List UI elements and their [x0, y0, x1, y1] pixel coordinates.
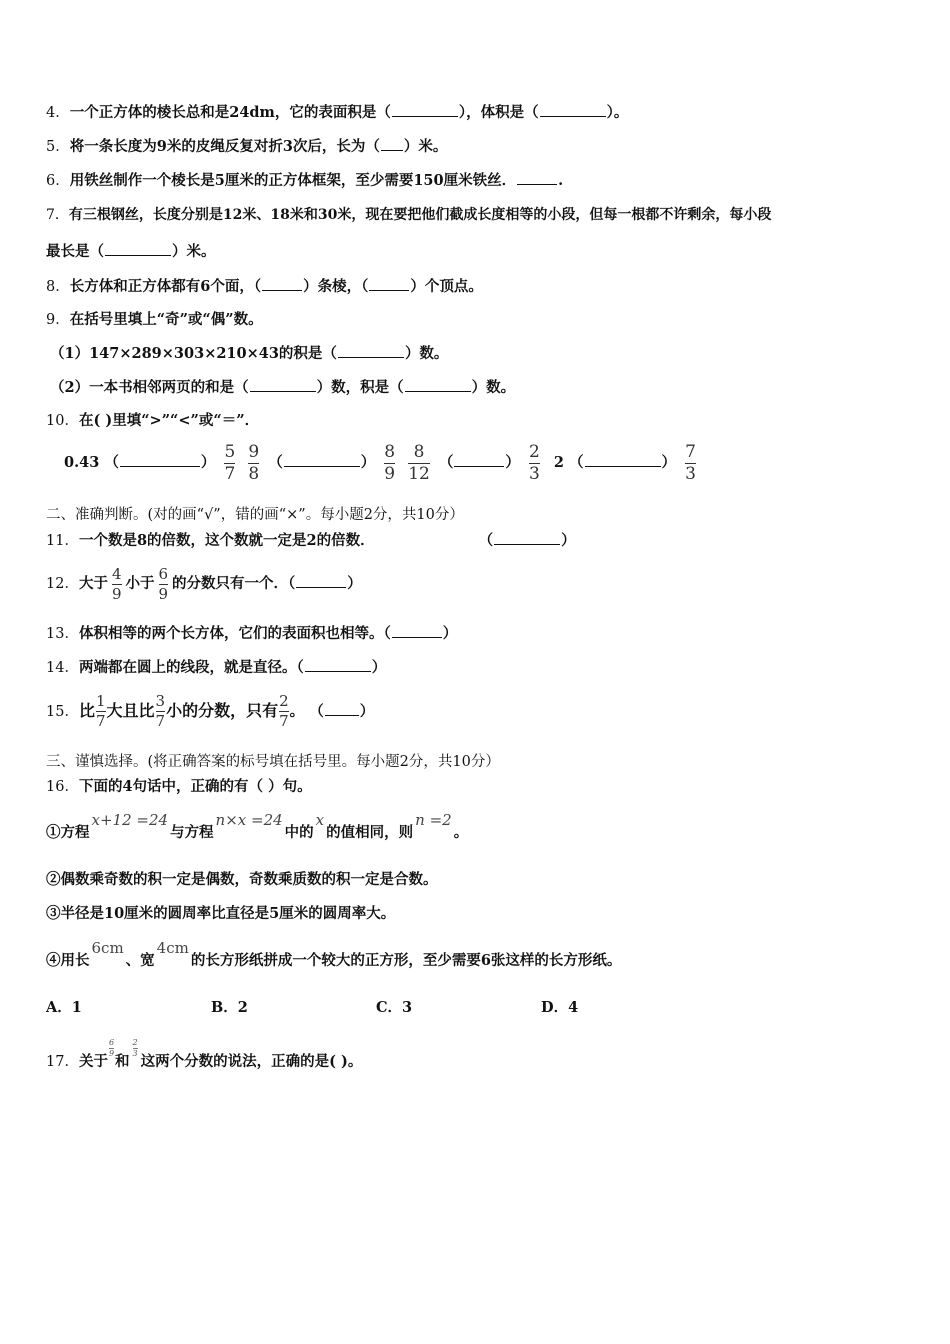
question-13: 13．体积相等的两个长方体，它们的表面积也相等。（ ）: [46, 625, 458, 642]
answer-blank[interactable]: [585, 452, 661, 467]
answer-blank[interactable]: [296, 573, 346, 588]
answer-blank[interactable]: [381, 136, 403, 151]
question-14: 14．两端都在圆上的线段，就是直径。（ ）: [46, 659, 387, 676]
fraction: $\frac{4}{9}$: [111, 564, 122, 603]
question-10: 10．在( )里填“>”“<”或“＝”．: [46, 412, 260, 429]
question-16-option-b[interactable]: B．2: [211, 999, 248, 1016]
answer-blank[interactable]: [369, 276, 409, 291]
question-number: 7．: [46, 207, 69, 223]
answer-blank[interactable]: [494, 530, 560, 545]
answer-blank[interactable]: [392, 102, 458, 117]
question-number: 14．: [46, 660, 79, 676]
answer-blank[interactable]: [540, 102, 606, 117]
question-16-statement-2: ②偶数乘奇数的积一定是偶数，奇数乘质数的积一定是合数。: [46, 871, 438, 888]
answer-blank[interactable]: [120, 452, 200, 467]
answer-blank[interactable]: [338, 343, 404, 358]
question-16-option-a[interactable]: A．1: [46, 999, 82, 1016]
question-11: 11．一个数是8的倍数，这个数就一定是2的倍数． （ ）: [46, 532, 576, 549]
answer-blank[interactable]: [405, 377, 471, 392]
fraction: $\frac{8}{9}$: [384, 441, 396, 484]
question-6: 6．用铁丝制作一个棱长是5厘米的正方体框架，至少需要150厘米铁丝． .: [46, 172, 564, 189]
question-7: 7．有三根钢丝，长度分别是12米、18米和30米，现在要把他们截成长度相等的小段，但每一根都不许剩余，每小段: [46, 207, 772, 223]
length-value: 6cm: [91, 939, 124, 957]
question-number: 12．: [46, 576, 79, 592]
answer-blank[interactable]: [454, 452, 504, 467]
answer-blank[interactable]: [250, 377, 316, 392]
fraction: $\frac{8}{12}$: [408, 441, 430, 484]
question-16-statement-3: ③半径是10厘米的圆周率比直径是5厘米的圆周率大。: [46, 905, 396, 922]
question-16: 16．下面的4句话中，正确的有（ ）句。: [46, 778, 312, 795]
fraction: $\frac{2}{3}$: [132, 1037, 138, 1058]
question-number: 13．: [46, 626, 79, 642]
fraction: $\frac{9}{8}$: [248, 441, 260, 484]
question-number: 15．: [46, 704, 79, 720]
answer-blank[interactable]: [325, 701, 359, 716]
section-3-heading: 三、谨慎选择。(将正确答案的标号填在括号里。每小题2分，共10分）: [46, 754, 500, 770]
fraction: $\frac{2}{3}$: [528, 441, 540, 484]
question-number: 10．: [46, 413, 79, 429]
question-17: 17．关于 $\frac{6}{9}$ 和 $\frac{2}{3}$ 这两个分数的说法，正确的是( )。: [46, 1037, 363, 1070]
equation: n×x =24: [215, 811, 283, 829]
fraction: $\frac{5}{7}$: [224, 441, 236, 484]
question-number: 8．: [46, 279, 70, 295]
question-number: 4．: [46, 105, 70, 121]
question-number: 11．: [46, 533, 79, 549]
fraction: $\frac{1}{7}$: [95, 692, 106, 730]
question-16-option-d[interactable]: D．4: [541, 999, 579, 1016]
question-16-option-c[interactable]: C．3: [376, 999, 413, 1016]
question-number: 17．: [46, 1054, 79, 1070]
question-9-part-2: （2）一本书相邻两页的和是（ ）数，积是（ ）数。: [50, 379, 516, 396]
answer-blank[interactable]: [392, 623, 442, 638]
question-number: 9．: [46, 312, 70, 328]
equation: n =2: [415, 811, 452, 829]
fraction: $\frac{6}{9}$: [158, 564, 169, 603]
question-10-comparisons: 0.43 （ ） $\frac{5}{7}$ $\frac{9}{8}$ （ ） $\frac{8}{9}$ $\frac{8}{12}$ （ ） $\frac{2}{3}$ 2 （ ） $\frac{7}{3}$: [64, 441, 696, 484]
question-4: 4．一个正方体的棱长总和是24dm，它的表面积是（ ），体积是（ ）。: [46, 104, 629, 121]
fraction: $\frac{7}{3}$: [685, 441, 696, 484]
equation: x+12 =24: [91, 811, 169, 829]
question-number: 5．: [46, 139, 70, 155]
question-9: 9．在括号里填上“奇”或“偶”数。: [46, 311, 263, 328]
question-12: 12．大于 $\frac{4}{9}$ 小于 $\frac{6}{9}$ 的分数只有一个．（ ）: [46, 564, 362, 603]
question-7-line-2: 最长是（ ）米。: [46, 243, 216, 260]
question-16-statement-4: ④用长6cm、宽4cm的长方形纸拼成一个较大的正方形，至少需要6张这样的长方形纸。: [46, 939, 622, 969]
question-5: 5．将一条长度为9米的皮绳反复对折3次后，长为（ ）米。: [46, 138, 448, 155]
fraction: $\frac{3}{7}$: [155, 692, 166, 730]
answer-blank[interactable]: [105, 241, 171, 256]
section-2-heading: 二、准确判断。(对的画“√”，错的画“×”。每小题2分，共10分）: [46, 507, 464, 523]
question-15: 15．比 $\frac{1}{7}$ 大且比 $\frac{3}{7}$ 小的分数，只有 $\frac{2}{7}$ 。 （ ）: [46, 692, 375, 730]
answer-blank[interactable]: [305, 657, 371, 672]
width-value: 4cm: [156, 939, 189, 957]
question-8: 8．长方体和正方体都有6个面，（ ）条棱，（ ）个顶点。: [46, 278, 483, 295]
variable: x: [315, 811, 325, 829]
fraction: $\frac{2}{7}$: [279, 692, 289, 730]
question-9-part-1: （1）147×289×303×210×43的积是（ ）数。: [50, 345, 449, 362]
question-number: 16．: [46, 779, 79, 795]
answer-blank[interactable]: [517, 170, 557, 185]
fraction: $\frac{6}{9}$: [108, 1037, 115, 1058]
answer-blank[interactable]: [284, 452, 360, 467]
question-16-statement-1: ①方程x+12 =24与方程n×x =24中的x的值相同，则n =2。: [46, 811, 469, 841]
question-number: 6．: [46, 173, 70, 189]
answer-blank[interactable]: [262, 276, 302, 291]
